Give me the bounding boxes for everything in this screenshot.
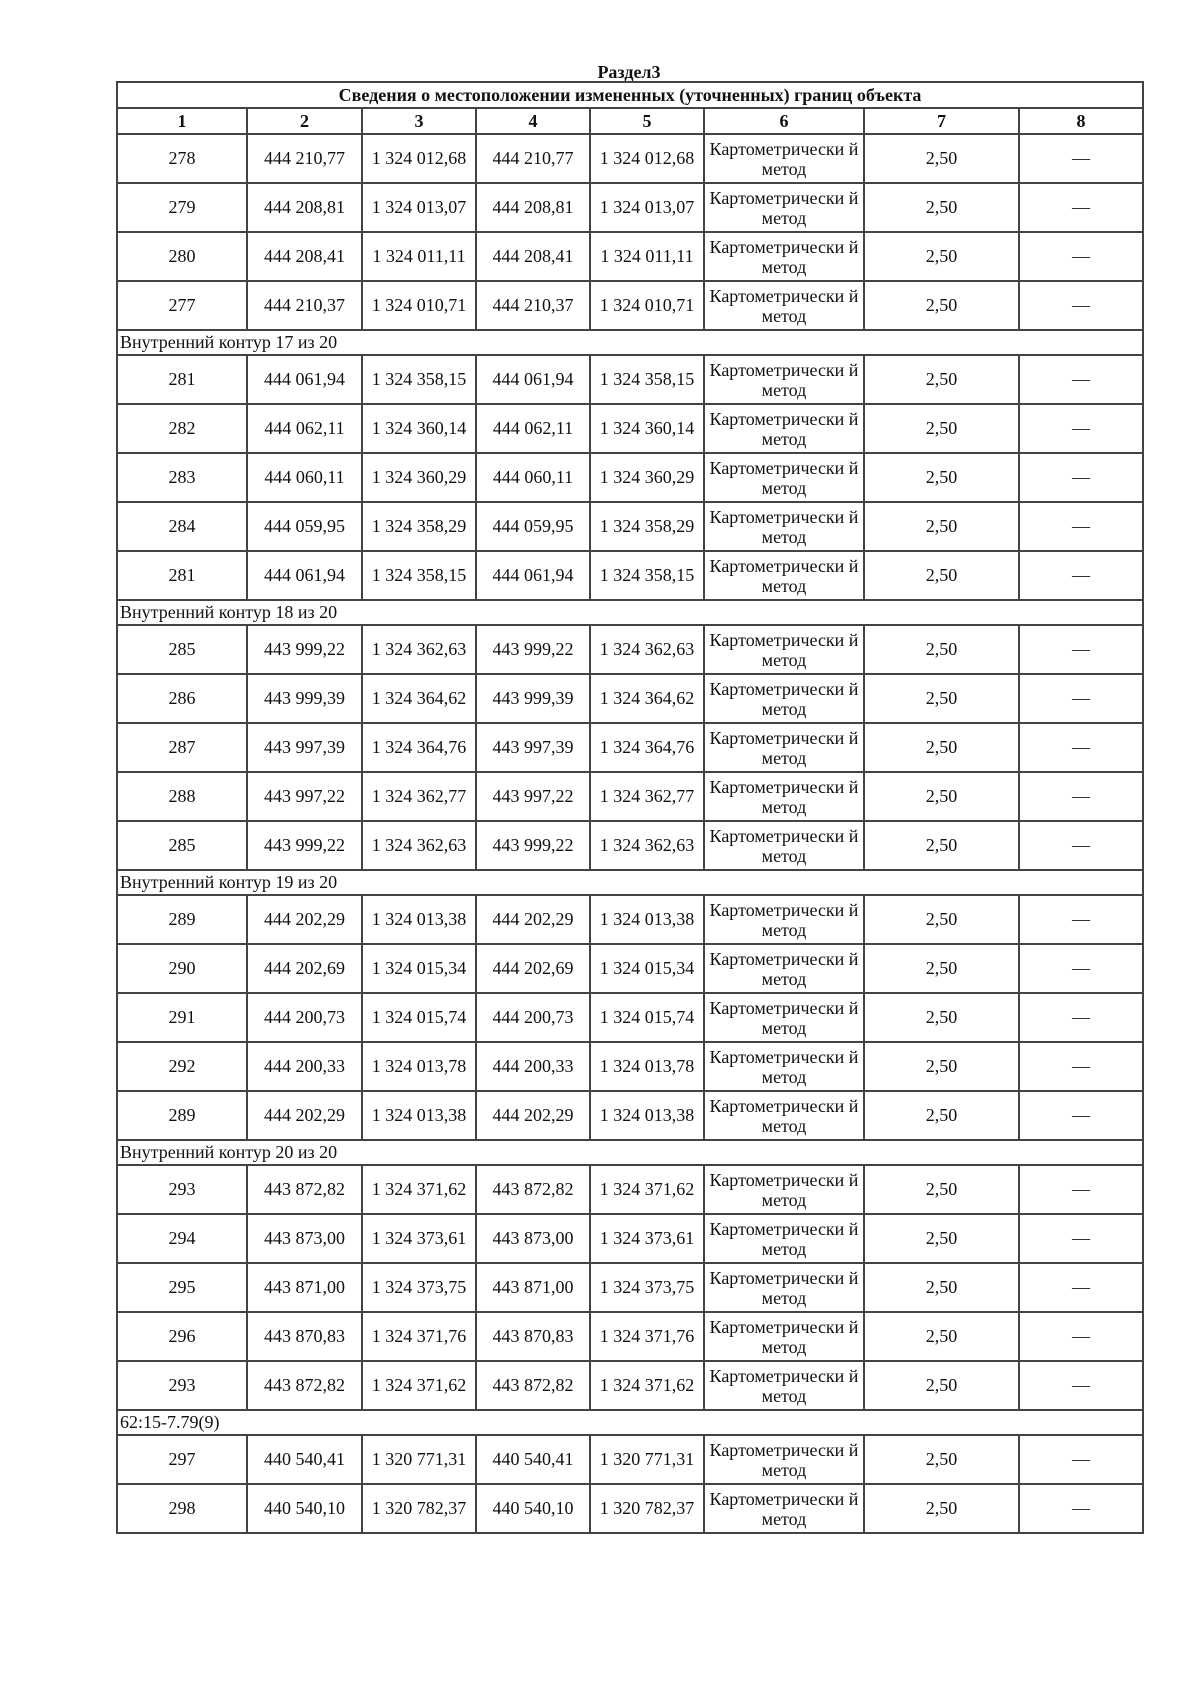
y-existing: 1 320 782,37: [362, 1484, 476, 1533]
note-cell: —: [1019, 895, 1143, 944]
x-new: 443 870,83: [476, 1312, 590, 1361]
x-new: 444 061,94: [476, 355, 590, 404]
point-number: 280: [117, 232, 247, 281]
note-cell: —: [1019, 232, 1143, 281]
y-existing: 1 324 012,68: [362, 134, 476, 183]
coordinates-table: [116, 81, 1144, 1534]
point-number: 297: [117, 1435, 247, 1484]
point-number: 281: [117, 551, 247, 600]
contour-label: Внутренний контур 17 из 20: [117, 330, 1143, 355]
x-new: 444 210,37: [476, 281, 590, 330]
accuracy-cell: 2,50: [864, 895, 1019, 944]
point-number: 289: [117, 1091, 247, 1140]
point-number: 292: [117, 1042, 247, 1091]
point-number: 285: [117, 625, 247, 674]
table-row: [117, 183, 1143, 232]
y-new: 1 320 771,31: [590, 1435, 704, 1484]
point-number: 277: [117, 281, 247, 330]
y-existing: 1 324 013,38: [362, 895, 476, 944]
point-number: 278: [117, 134, 247, 183]
method-cell: Картометрически й метод: [704, 1165, 864, 1214]
note-cell: —: [1019, 1484, 1143, 1533]
y-new: 1 324 358,15: [590, 355, 704, 404]
method-cell: Картометрически й метод: [704, 502, 864, 551]
column-header: 1: [117, 108, 247, 134]
x-existing: 444 059,95: [247, 502, 362, 551]
accuracy-cell: 2,50: [864, 281, 1019, 330]
y-existing: 1 324 360,14: [362, 404, 476, 453]
table-row: [117, 895, 1143, 944]
method-cell: Картометрически й метод: [704, 895, 864, 944]
accuracy-cell: 2,50: [864, 993, 1019, 1042]
accuracy-cell: 2,50: [864, 944, 1019, 993]
contour-label: Внутренний контур 18 из 20: [117, 600, 1143, 625]
column-header: 3: [362, 108, 476, 134]
y-new: 1 324 371,76: [590, 1312, 704, 1361]
point-number: 293: [117, 1361, 247, 1410]
x-new: 443 997,39: [476, 723, 590, 772]
accuracy-cell: 2,50: [864, 1361, 1019, 1410]
note-cell: —: [1019, 1042, 1143, 1091]
method-cell: Картометрически й метод: [704, 821, 864, 870]
table-row: [117, 502, 1143, 551]
y-existing: 1 324 371,62: [362, 1165, 476, 1214]
accuracy-cell: 2,50: [864, 1484, 1019, 1533]
method-cell: Картометрически й метод: [704, 281, 864, 330]
contour-header-row: [117, 600, 1143, 625]
point-number: 291: [117, 993, 247, 1042]
table-row: [117, 772, 1143, 821]
table-row: [117, 1091, 1143, 1140]
x-existing: 444 060,11: [247, 453, 362, 502]
x-existing: 444 061,94: [247, 355, 362, 404]
x-new: 444 208,41: [476, 232, 590, 281]
note-cell: —: [1019, 183, 1143, 232]
contour-header-row: [117, 1410, 1143, 1435]
x-new: 444 200,33: [476, 1042, 590, 1091]
y-new: 1 324 011,11: [590, 232, 704, 281]
contour-label: Внутренний контур 19 из 20: [117, 870, 1143, 895]
y-existing: 1 324 362,63: [362, 625, 476, 674]
table-row: [117, 1312, 1143, 1361]
accuracy-cell: 2,50: [864, 183, 1019, 232]
method-cell: Картометрически й метод: [704, 1435, 864, 1484]
x-existing: 444 200,73: [247, 993, 362, 1042]
point-number: 298: [117, 1484, 247, 1533]
point-number: 289: [117, 895, 247, 944]
x-existing: 444 210,37: [247, 281, 362, 330]
y-existing: 1 324 362,77: [362, 772, 476, 821]
table-row: [117, 134, 1143, 183]
x-existing: 444 208,81: [247, 183, 362, 232]
table-row: [117, 355, 1143, 404]
y-existing: 1 324 015,34: [362, 944, 476, 993]
x-new: 443 873,00: [476, 1214, 590, 1263]
note-cell: —: [1019, 355, 1143, 404]
x-existing: 444 062,11: [247, 404, 362, 453]
x-new: 443 872,82: [476, 1165, 590, 1214]
column-header-row: [117, 108, 1143, 134]
table-row: [117, 1263, 1143, 1312]
note-cell: —: [1019, 1361, 1143, 1410]
point-number: 295: [117, 1263, 247, 1312]
y-new: 1 324 362,63: [590, 821, 704, 870]
method-cell: Картометрически й метод: [704, 183, 864, 232]
x-existing: 443 997,22: [247, 772, 362, 821]
y-new: 1 324 364,62: [590, 674, 704, 723]
x-new: 443 997,22: [476, 772, 590, 821]
accuracy-cell: 2,50: [864, 772, 1019, 821]
method-cell: Картометрически й метод: [704, 134, 864, 183]
table-caption: Сведения о местоположении измененных (уточненных) границ объекта: [117, 82, 1143, 108]
accuracy-cell: 2,50: [864, 404, 1019, 453]
note-cell: —: [1019, 134, 1143, 183]
note-cell: —: [1019, 502, 1143, 551]
x-existing: 443 999,22: [247, 821, 362, 870]
table-row: [117, 232, 1143, 281]
method-cell: Картометрически й метод: [704, 1484, 864, 1533]
table-row: [117, 944, 1143, 993]
point-number: 282: [117, 404, 247, 453]
note-cell: —: [1019, 453, 1143, 502]
y-new: 1 324 013,38: [590, 895, 704, 944]
column-header: 5: [590, 108, 704, 134]
accuracy-cell: 2,50: [864, 1312, 1019, 1361]
x-existing: 440 540,41: [247, 1435, 362, 1484]
x-existing: 443 999,22: [247, 625, 362, 674]
column-header: 7: [864, 108, 1019, 134]
y-existing: 1 324 360,29: [362, 453, 476, 502]
point-number: 286: [117, 674, 247, 723]
y-existing: 1 324 371,76: [362, 1312, 476, 1361]
y-new: 1 324 015,34: [590, 944, 704, 993]
y-new: 1 324 362,77: [590, 772, 704, 821]
table-row: [117, 1165, 1143, 1214]
x-new: 444 202,69: [476, 944, 590, 993]
point-number: 281: [117, 355, 247, 404]
y-existing: 1 324 013,38: [362, 1091, 476, 1140]
table-row: [117, 453, 1143, 502]
y-existing: 1 324 010,71: [362, 281, 476, 330]
method-cell: Картометрически й метод: [704, 1263, 864, 1312]
x-new: 444 208,81: [476, 183, 590, 232]
table-row: [117, 1361, 1143, 1410]
x-existing: 443 999,39: [247, 674, 362, 723]
x-new: 440 540,41: [476, 1435, 590, 1484]
column-header: 4: [476, 108, 590, 134]
point-number: 294: [117, 1214, 247, 1263]
table-row: [117, 281, 1143, 330]
section-title: Раздел3: [597, 62, 661, 82]
x-existing: 444 210,77: [247, 134, 362, 183]
table-row: [117, 404, 1143, 453]
y-existing: 1 324 015,74: [362, 993, 476, 1042]
x-existing: 443 997,39: [247, 723, 362, 772]
note-cell: —: [1019, 551, 1143, 600]
y-new: 1 324 360,14: [590, 404, 704, 453]
x-existing: 440 540,10: [247, 1484, 362, 1533]
x-new: 444 202,29: [476, 895, 590, 944]
accuracy-cell: 2,50: [864, 453, 1019, 502]
column-header: 2: [247, 108, 362, 134]
accuracy-cell: 2,50: [864, 551, 1019, 600]
y-new: 1 324 360,29: [590, 453, 704, 502]
y-existing: 1 324 358,15: [362, 355, 476, 404]
method-cell: Картометрически й метод: [704, 1214, 864, 1263]
accuracy-cell: 2,50: [864, 723, 1019, 772]
point-number: 285: [117, 821, 247, 870]
y-new: 1 324 013,78: [590, 1042, 704, 1091]
x-new: 444 210,77: [476, 134, 590, 183]
method-cell: Картометрически й метод: [704, 232, 864, 281]
y-existing: 1 324 358,29: [362, 502, 476, 551]
method-cell: Картометрически й метод: [704, 453, 864, 502]
x-new: 444 202,29: [476, 1091, 590, 1140]
accuracy-cell: 2,50: [864, 1214, 1019, 1263]
table-caption-row: [117, 82, 1143, 108]
table-row: [117, 674, 1143, 723]
y-new: 1 324 358,15: [590, 551, 704, 600]
note-cell: —: [1019, 944, 1143, 993]
note-cell: —: [1019, 1435, 1143, 1484]
accuracy-cell: 2,50: [864, 1263, 1019, 1312]
table-row: [117, 821, 1143, 870]
x-existing: 444 202,69: [247, 944, 362, 993]
x-existing: 443 871,00: [247, 1263, 362, 1312]
accuracy-cell: 2,50: [864, 625, 1019, 674]
method-cell: Картометрически й метод: [704, 355, 864, 404]
note-cell: —: [1019, 1214, 1143, 1263]
y-new: 1 324 358,29: [590, 502, 704, 551]
y-existing: 1 324 364,62: [362, 674, 476, 723]
x-existing: 444 061,94: [247, 551, 362, 600]
note-cell: —: [1019, 625, 1143, 674]
point-number: 287: [117, 723, 247, 772]
table-row: [117, 1042, 1143, 1091]
table-row: [117, 551, 1143, 600]
note-cell: —: [1019, 821, 1143, 870]
note-cell: —: [1019, 772, 1143, 821]
x-existing: 443 872,82: [247, 1361, 362, 1410]
method-cell: Картометрически й метод: [704, 944, 864, 993]
y-existing: 1 324 013,07: [362, 183, 476, 232]
x-new: 444 060,11: [476, 453, 590, 502]
note-cell: —: [1019, 1312, 1143, 1361]
contour-label: Внутренний контур 20 из 20: [117, 1140, 1143, 1165]
method-cell: Картометрически й метод: [704, 993, 864, 1042]
method-cell: Картометрически й метод: [704, 1091, 864, 1140]
point-number: 283: [117, 453, 247, 502]
note-cell: —: [1019, 1091, 1143, 1140]
table-row: [117, 625, 1143, 674]
contour-label: 62:15-7.79(9): [117, 1410, 1143, 1435]
accuracy-cell: 2,50: [864, 232, 1019, 281]
accuracy-cell: 2,50: [864, 1435, 1019, 1484]
method-cell: Картометрически й метод: [704, 1042, 864, 1091]
x-existing: 444 200,33: [247, 1042, 362, 1091]
x-existing: 444 202,29: [247, 1091, 362, 1140]
x-new: 444 061,94: [476, 551, 590, 600]
y-existing: 1 324 358,15: [362, 551, 476, 600]
x-new: 443 999,22: [476, 821, 590, 870]
contour-header-row: [117, 330, 1143, 355]
y-new: 1 324 010,71: [590, 281, 704, 330]
accuracy-cell: 2,50: [864, 502, 1019, 551]
point-number: 290: [117, 944, 247, 993]
y-new: 1 324 371,62: [590, 1165, 704, 1214]
x-existing: 443 870,83: [247, 1312, 362, 1361]
note-cell: —: [1019, 723, 1143, 772]
x-new: 443 999,39: [476, 674, 590, 723]
method-cell: Картометрически й метод: [704, 551, 864, 600]
contour-header-row: [117, 1140, 1143, 1165]
x-new: 444 062,11: [476, 404, 590, 453]
y-new: 1 324 012,68: [590, 134, 704, 183]
method-cell: Картометрически й метод: [704, 723, 864, 772]
x-existing: 443 872,82: [247, 1165, 362, 1214]
accuracy-cell: 2,50: [864, 1165, 1019, 1214]
table-row: [117, 993, 1143, 1042]
point-number: 293: [117, 1165, 247, 1214]
note-cell: —: [1019, 1165, 1143, 1214]
note-cell: —: [1019, 1263, 1143, 1312]
contour-header-row: [117, 870, 1143, 895]
y-existing: 1 324 362,63: [362, 821, 476, 870]
y-new: 1 320 782,37: [590, 1484, 704, 1533]
y-existing: 1 320 771,31: [362, 1435, 476, 1484]
x-existing: 444 202,29: [247, 895, 362, 944]
point-number: 284: [117, 502, 247, 551]
y-new: 1 324 013,38: [590, 1091, 704, 1140]
accuracy-cell: 2,50: [864, 1042, 1019, 1091]
accuracy-cell: 2,50: [864, 1091, 1019, 1140]
y-new: 1 324 371,62: [590, 1361, 704, 1410]
y-existing: 1 324 373,61: [362, 1214, 476, 1263]
table-row: [117, 1214, 1143, 1263]
accuracy-cell: 2,50: [864, 355, 1019, 404]
y-new: 1 324 373,75: [590, 1263, 704, 1312]
x-existing: 443 873,00: [247, 1214, 362, 1263]
y-new: 1 324 364,76: [590, 723, 704, 772]
table-row: [117, 1435, 1143, 1484]
method-cell: Картометрически й метод: [704, 404, 864, 453]
note-cell: —: [1019, 404, 1143, 453]
y-new: 1 324 373,61: [590, 1214, 704, 1263]
table-body: [117, 134, 1143, 1533]
method-cell: Картометрически й метод: [704, 772, 864, 821]
x-new: 443 999,22: [476, 625, 590, 674]
table-row: [117, 723, 1143, 772]
x-new: 440 540,10: [476, 1484, 590, 1533]
note-cell: —: [1019, 281, 1143, 330]
x-new: 444 200,73: [476, 993, 590, 1042]
x-existing: 444 208,41: [247, 232, 362, 281]
x-new: 443 871,00: [476, 1263, 590, 1312]
method-cell: Картометрически й метод: [704, 1361, 864, 1410]
column-header: 8: [1019, 108, 1143, 134]
y-new: 1 324 015,74: [590, 993, 704, 1042]
table-row: [117, 1484, 1143, 1533]
method-cell: Картометрически й метод: [704, 674, 864, 723]
note-cell: —: [1019, 993, 1143, 1042]
y-existing: 1 324 011,11: [362, 232, 476, 281]
point-number: 288: [117, 772, 247, 821]
y-existing: 1 324 013,78: [362, 1042, 476, 1091]
accuracy-cell: 2,50: [864, 821, 1019, 870]
y-existing: 1 324 373,75: [362, 1263, 476, 1312]
y-existing: 1 324 371,62: [362, 1361, 476, 1410]
accuracy-cell: 2,50: [864, 674, 1019, 723]
accuracy-cell: 2,50: [864, 134, 1019, 183]
point-number: 279: [117, 183, 247, 232]
y-new: 1 324 013,07: [590, 183, 704, 232]
point-number: 296: [117, 1312, 247, 1361]
method-cell: Картометрически й метод: [704, 625, 864, 674]
y-existing: 1 324 364,76: [362, 723, 476, 772]
method-cell: Картометрически й метод: [704, 1312, 864, 1361]
y-new: 1 324 362,63: [590, 625, 704, 674]
column-header: 6: [704, 108, 864, 134]
x-new: 443 872,82: [476, 1361, 590, 1410]
note-cell: —: [1019, 674, 1143, 723]
x-new: 444 059,95: [476, 502, 590, 551]
